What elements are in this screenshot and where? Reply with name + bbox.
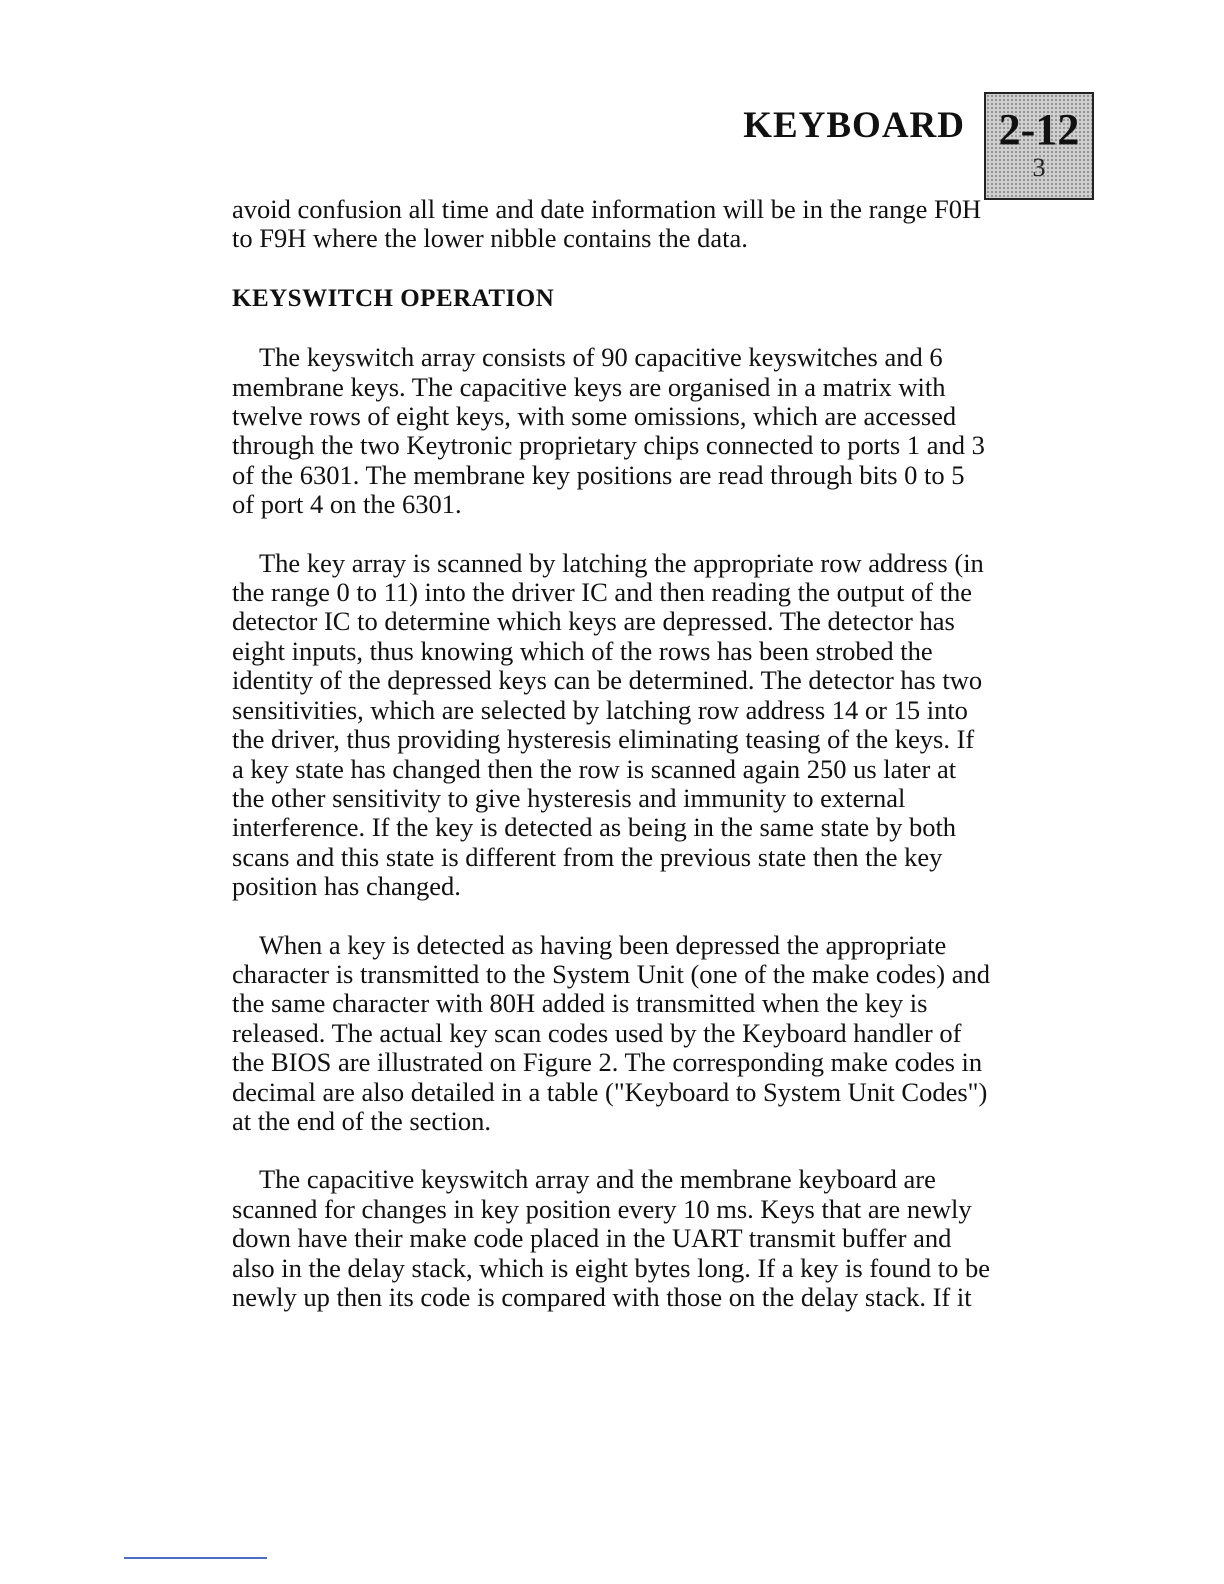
paragraph-keyswitch-array: The keyswitch array consists of 90 capacitive keyswitches and 6 membrane keys. The capacitive keys are organised in a matrix with twelve rows of eight keys, with some omissions, which are accessed through the two Keytronic proprietary chips connected to ports 1 and 3 of the 6301. The membrane key positions are read through bits 0 to 5 of port 4 on the 6301. bbox=[232, 342, 985, 520]
footer-rule bbox=[124, 1557, 267, 1559]
intro-paragraph: avoid confusion all time and date information will be in the range F0H to F9H where the lower nibble contains the data. bbox=[232, 194, 982, 254]
paragraph-key-scanning: The key array is scanned by latching the appropriate row address (in the range 0 to 11) into the driver IC and then reading the output of the detector IC to determine which keys are depressed. The detector has eight inputs, thus knowing which of the rows has been strobed the identity of the depressed keys can be determined. The detector has two sensitivities, which are selected by latching row address 14 or 15 into the driver, thus providing hysteresis eliminating teasing of the keys. If a key state has changed then the row is scanned again 250 us later at the other sensitivity to give hysteresis and immunity to external interference. If the key is detected as being in the same state by both scans and this state is different from the previous state then the key position has changed. bbox=[232, 547, 984, 902]
section-tab bbox=[984, 92, 1094, 200]
paragraph-delay-stack: The capacitive keyswitch array and the membrane keyboard are scanned for changes in key position every 10 ms. Keys that are newly down have their make code placed in the UART transmit buffer and also in the delay stack, which is eight bytes long. If a key is found to be newly up then its code is compared with those on the delay stack. If it bbox=[232, 1164, 991, 1312]
section-tab-number: 2-12 bbox=[998, 105, 1080, 154]
body-text bbox=[232, 195, 992, 1312]
paragraph-make-codes: When a key is detected as having been depressed the appropriate character is transmitted to the System Unit (one of the make codes) and the same character with 80H added is transmitted when the key is released. The actual key scan codes used by the Keyboard handler of the BIOS are illustrated on Figure 2. The corresponding make codes in decimal are also detailed in a table ("Keyboard to System Unit Codes") at the end of the section. bbox=[232, 929, 990, 1136]
page-header-title: KEYBOARD bbox=[743, 105, 965, 146]
section-tab-subnumber: 3 bbox=[1032, 153, 1046, 182]
section-heading: KEYSWITCH OPERATION bbox=[232, 284, 555, 312]
